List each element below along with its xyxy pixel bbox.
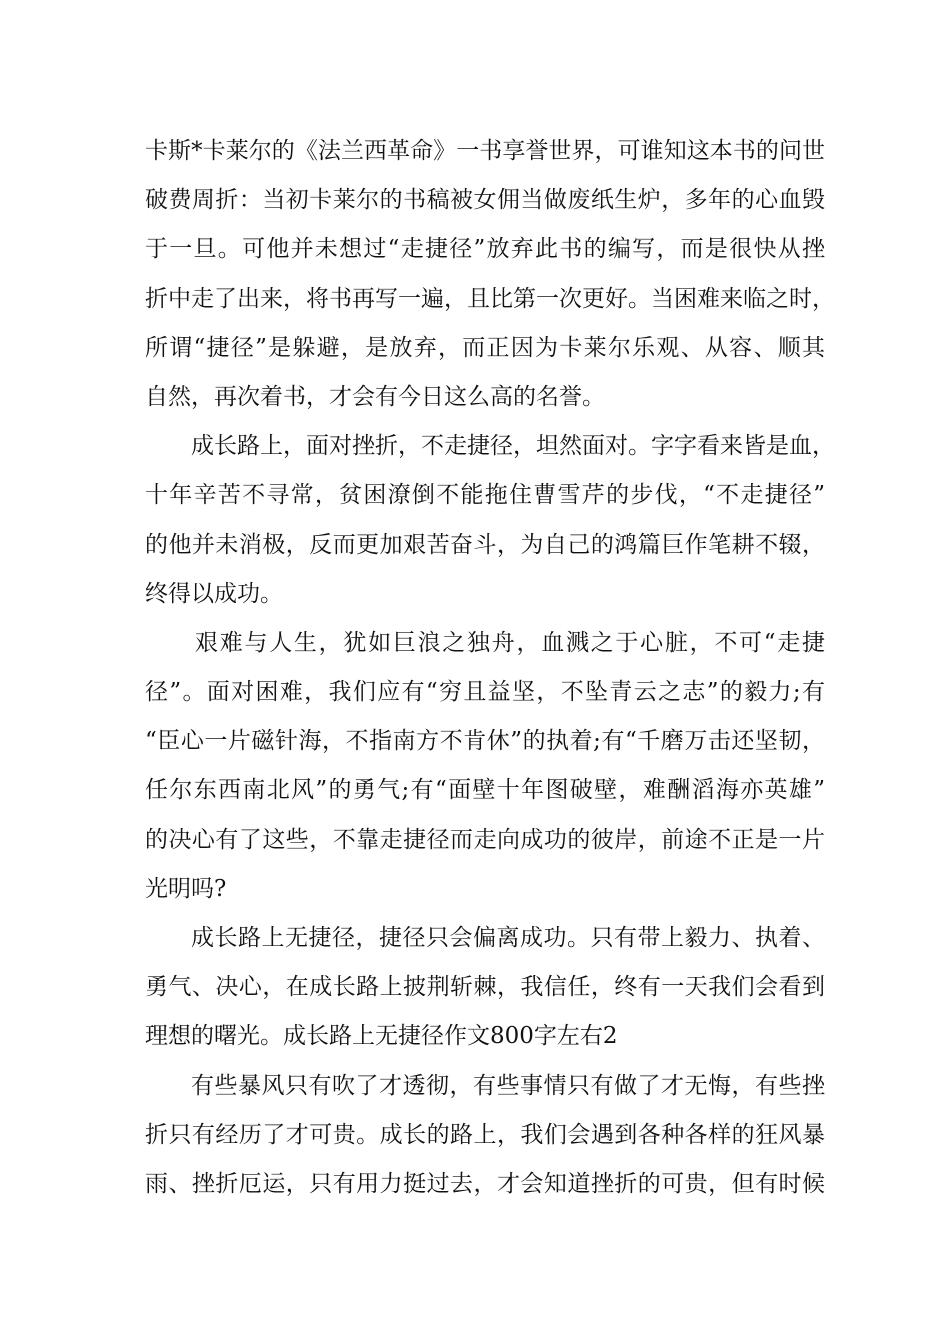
- text-line: 有些暴风只有吹了才透彻，有些事情只有做了才无悔，有些挫: [191, 1072, 825, 1099]
- paragraph-cao-xueqin: [145, 422, 835, 619]
- text-line: 成长路上无捷径，捷径只会偏离成功。只有带上毅力、执着、: [191, 925, 825, 951]
- text-line: 任尔东西南北风”的勇气;有“面壁十年图破壁，难酬滔海亦英雄”: [145, 777, 825, 804]
- text-line: 理想的曙光。成长路上无捷径作文800字左右2: [145, 1023, 618, 1050]
- text-line: 折只有经历了才可贵。成长的路上，我们会遇到各种各样的狂风暴: [145, 1121, 825, 1148]
- text-line: 径”。面对困难，我们应有“穷且益坚，不坠青云之志”的毅力;有: [145, 679, 825, 706]
- text-line: 自然，再次着书，才会有今日这么高的名誉。: [145, 383, 605, 410]
- text-line: 折中走了出来，将书再写一遍，且比第一次更好。当困难来临之时，: [145, 285, 835, 312]
- text-line: 艰难与人生，犹如巨浪之独舟，血溅之于心脏，不可“走捷: [195, 629, 825, 656]
- text-line: 勇气、决心，在成长路上披荆斩棘，我信任，终有一天我们会看到: [145, 974, 825, 1001]
- text-line: 雨、挫折厄运，只有用力挺过去，才会知道挫折的可贵，但有时候: [145, 1170, 825, 1197]
- text-line: 卡斯*卡莱尔的《法兰西革命》一书享誉世界，可谁知这本书的问世: [145, 138, 825, 164]
- text-line: 的他并未消极，反而更加艰苦奋斗，为自己的鸿篇巨作笔耕不辍，: [145, 531, 825, 558]
- text-line: 光明吗?: [145, 875, 227, 902]
- paragraph-carlyle: [145, 127, 835, 422]
- text-line: “臣心一片磁针海，不指南方不肯休”的执着;有“千磨万击还坚韧，: [145, 728, 825, 755]
- paragraph-storm: [145, 1062, 825, 1210]
- text-line: 成长路上，面对挫折，不走捷径，坦然面对。字字看来皆是血，: [191, 433, 835, 460]
- text-line: 所谓“捷径”是躲避，是放弃，而正因为卡莱尔乐观、从容、顺其: [145, 334, 825, 361]
- text-line: 的决心有了这些，不靠走捷径而走向成功的彼岸，前途不正是一片: [145, 826, 825, 853]
- paragraph-hardship: [145, 619, 825, 914]
- paragraph-no-shortcut: [145, 914, 825, 1062]
- document-body: [145, 127, 835, 1209]
- text-line: 终得以成功。: [145, 580, 283, 607]
- text-line: 破费周折：当初卡莱尔的书稿被女佣当做废纸生炉，多年的心血毁: [145, 187, 825, 214]
- text-line: 十年辛苦不寻常，贫困潦倒不能拖住曹雪芹的步伐，“不走捷径”: [145, 482, 825, 509]
- text-line: 于一旦。可他并未想过“走捷径”放弃此书的编写，而是很快从挫: [145, 236, 825, 263]
